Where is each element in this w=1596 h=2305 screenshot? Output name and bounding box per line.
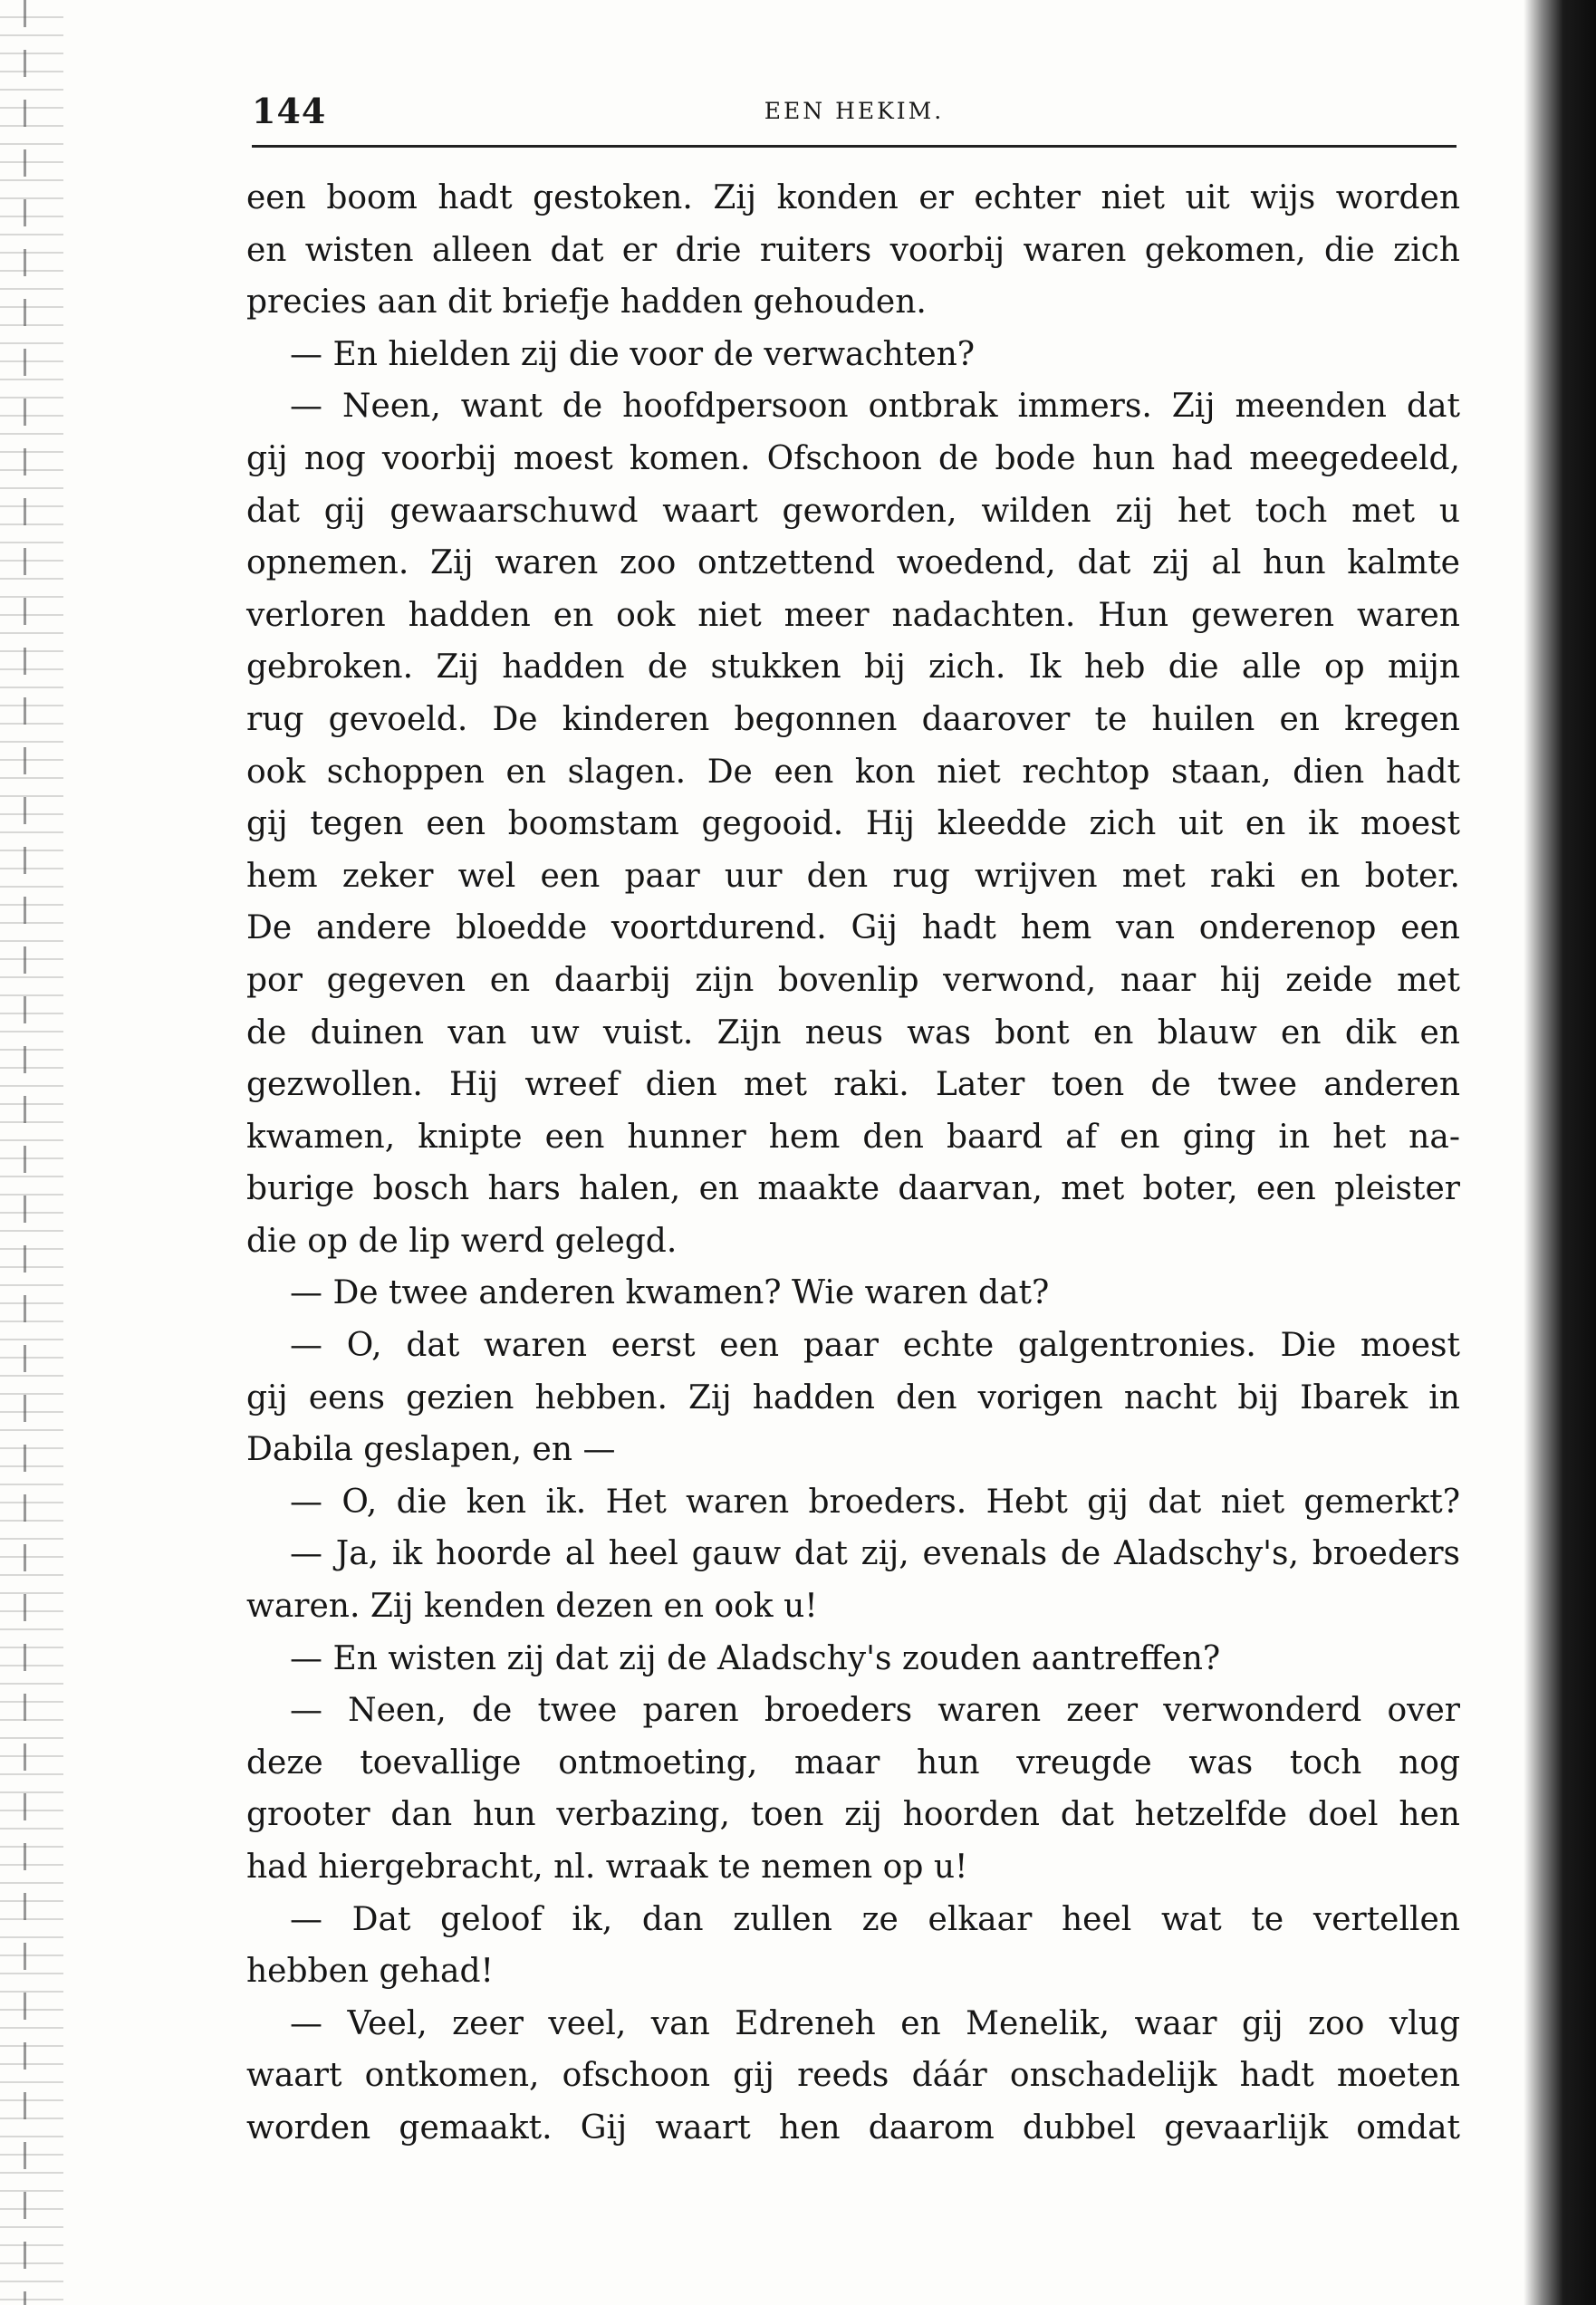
scan-edge-left-line	[24, 0, 26, 2305]
text-line: — De twee anderen kwamen? Wie waren dat?	[290, 1274, 1050, 1312]
text-line: en wisten alleen dat er drie ruiters voorbij waren gekomen, die zich	[246, 231, 1460, 269]
page-number: 144	[252, 91, 327, 131]
text-line: — O, die ken ik. Het waren broeders. Hebt gij dat niet gemerkt?	[290, 1483, 1460, 1521]
page-header	[252, 91, 1457, 148]
text-line: grooter dan hun verbazing, toen zij hoorden dat hetzelfde doel hen	[246, 1796, 1460, 1834]
text-line: deze toevallige ontmoeting, maar hun vreugde was toch nog	[246, 1743, 1460, 1782]
text-line: gezwollen. Hij wreef dien met raki. Later toen de twee anderen	[246, 1066, 1460, 1104]
text-line: de duinen van uw vuist. Zijn neus was bont en blauw en dik en	[246, 1013, 1460, 1052]
text-line: — En wisten zij dat zij de Aladschy's zouden aantreffen?	[290, 1639, 1221, 1677]
text-line: die op de lip werd gelegd.	[246, 1222, 678, 1260]
text-line: hem zeker wel een paar uur den rug wrijven met raki en boter.	[246, 857, 1460, 895]
running-head: EEN HEKIM.	[764, 98, 945, 124]
text-line: — En hielden zij die voor de verwachten?	[290, 335, 976, 373]
text-line: kwamen, knipte een hunner hem den baard af en ging in het na-	[246, 1118, 1460, 1156]
text-line: — Neen, want de hoofdpersoon ontbrak immers. Zij meenden dat	[290, 388, 1460, 426]
text-line: — Neen, de twee paren broeders waren zeer verwonderd over	[290, 1692, 1460, 1730]
text-line: opnemen. Zij waren zoo ontzettend woedend, dat zij al hun kalmte	[246, 544, 1460, 582]
text-line: worden gemaakt. Gij waart hen daarom dubbel gevaarlijk omdat	[246, 2108, 1460, 2147]
text-line: waart ontkomen, ofschoon gij reeds dáár onschadelijk hadt moeten	[246, 2057, 1460, 2095]
text-line: verloren hadden en ook niet meer nadachten. Hun geweren waren	[246, 596, 1460, 634]
text-line: een boom hadt gestoken. Zij konden er echter niet uit wijs worden	[246, 179, 1460, 216]
text-line: — O, dat waren eerst een paar echte galgentronies. Die moest	[290, 1327, 1460, 1365]
text-line: rug gevoeld. De kinderen begonnen daarover te huilen en kregen	[246, 700, 1460, 738]
text-line: — Veel, zeer veel, van Edreneh en Menelik, waar gij zoo vlug	[290, 2004, 1460, 2042]
text-line: dat gij gewaarschuwd waart geworden, wilden zij het toch met u	[246, 492, 1460, 530]
text-line: por gegeven en daarbij zijn bovenlip verwond, naar hij zeide met	[246, 961, 1460, 999]
text-line: De andere bloedde voortdurend. Gij hadt hem van onderenop een	[246, 909, 1460, 947]
text-line: gij nog voorbij moest komen. Ofschoon de bode hun had meegedeeld,	[246, 439, 1460, 477]
text-line: waren. Zij kenden dezen en ook u!	[246, 1588, 818, 1626]
text-line: gij tegen een boomstam gegooid. Hij kleedde zich uit en ik moest	[246, 805, 1460, 843]
text-line: — Ja, ik hoorde al heel gauw dat zij, evenals de Aladschy's, broeders	[290, 1535, 1460, 1573]
text-line: gebroken. Zij hadden de stukken bij zich. Ik heb die alle op mijn	[246, 648, 1460, 687]
text-line: had hiergebracht, nl. wraak te nemen op u!	[246, 1849, 968, 1886]
text-line: ook schoppen en slagen. De een kon niet rechtop staan, dien hadt	[246, 753, 1460, 791]
text-line: — Dat geloof ik, dan zullen ze elkaar heel wat te vertellen	[290, 1900, 1460, 1938]
body-text	[246, 172, 1460, 2155]
text-line: precies aan dit briefje hadden gehouden.	[246, 283, 927, 322]
text-line: burige bosch hars halen, en maakte daarvan, met boter, een pleister	[246, 1170, 1460, 1208]
text-line: hebben gehad!	[246, 1953, 495, 1991]
book-binding-shadow	[1524, 0, 1596, 2305]
text-line: gij eens gezien hebben. Zij hadden den vorigen nacht bij Ibarek in	[246, 1378, 1460, 1417]
scan-edge-left	[0, 0, 63, 2305]
text-line: Dabila geslapen, en —	[246, 1431, 616, 1469]
